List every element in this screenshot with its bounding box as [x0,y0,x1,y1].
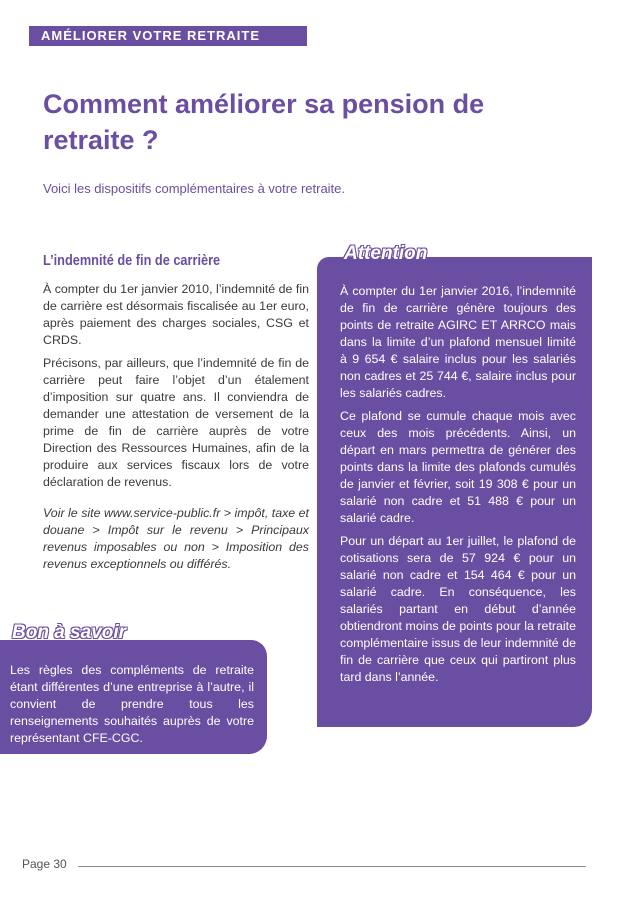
page-subtitle: Voici les dispositifs complémentaires à votre retraite. [43,181,346,196]
attention-paragraph-3: Pour un départ au 1er juillet, le plafond de cotisations sera de 57 924 € pour un salarié non cadre et 154 464 € pour un salarié cadre. En conséquence, les salariés partant en début d’année obtiendront moins de points pour la retraite complémentaire issus de leur indemnité de fin de carrière que ceux qui partiront plus tard dans l’année. [340,534,576,684]
attention-paragraph-2: Ce plafond se cumule chaque mois avec ceux des mois précédents. Ainsi, un départ en mars permettra de générer des points dans la limite des plafonds cumulés de janvier et février, soit 19 308 € pour un salarié non cadre et 51 488 € pour un salarié cadre. [340,409,576,525]
page-title: Comment améliorer sa pension de retraite ? [43,89,485,155]
left-column [43,281,309,579]
attention-paragraph-1: À compter du 1er janvier 2016, l’indemnité de fin de carrière génère toujours des points de retraite AGIRC ET ARRCO mais dans la limite d’un plafond mensuel limité à 9 654 € salaire inclus pour les salariés non cadres et 25 744 €, salaire inclus pour les salariés cadres. [340,284,576,400]
left-heading: L’indemnité de fin de carrière [43,252,221,269]
section-banner-label: AMÉLIORER VOTRE RETRAITE [41,28,261,43]
attention-column [340,283,576,692]
left-paragraph-link: Voir le site www.service-public.fr > impôt, taxe et douane > Impôt sur le revenu > Principaux revenus imposables ou non > Imposition des revenus exceptionnels ou différés. [43,506,309,571]
bon-a-savoir-label: Bon à savoir [12,622,127,643]
footer-divider [78,866,586,867]
left-paragraph-1: À compter du 1er janvier 2010, l’indemnité de fin de carrière est désormais fiscalisée au 1er euro, après paiement des charges sociales, CSG et CRDS. [43,282,309,347]
page-number: Page 30 [22,857,67,871]
section-banner [29,26,307,46]
attention-label: Attention [344,243,428,264]
bon-a-savoir-text: Les règles des compléments de retraite étant différentes d’une entreprise à l’autre, il convient de prendre tous les renseignements souhaités auprès de votre représentant CFE-CGC. [10,663,254,745]
left-paragraph-2: Précisons, par ailleurs, que l’indemnité de fin de carrière peut faire l’objet d’un étalement d’imposition sur quatre ans. Il conviendra de demander une attestation de versement de la prime de fin de carrière auprès de votre Direction des Ressources Humaines, afin de la produire aux services fiscaux lors de votre déclaration de revenus. [43,356,309,489]
